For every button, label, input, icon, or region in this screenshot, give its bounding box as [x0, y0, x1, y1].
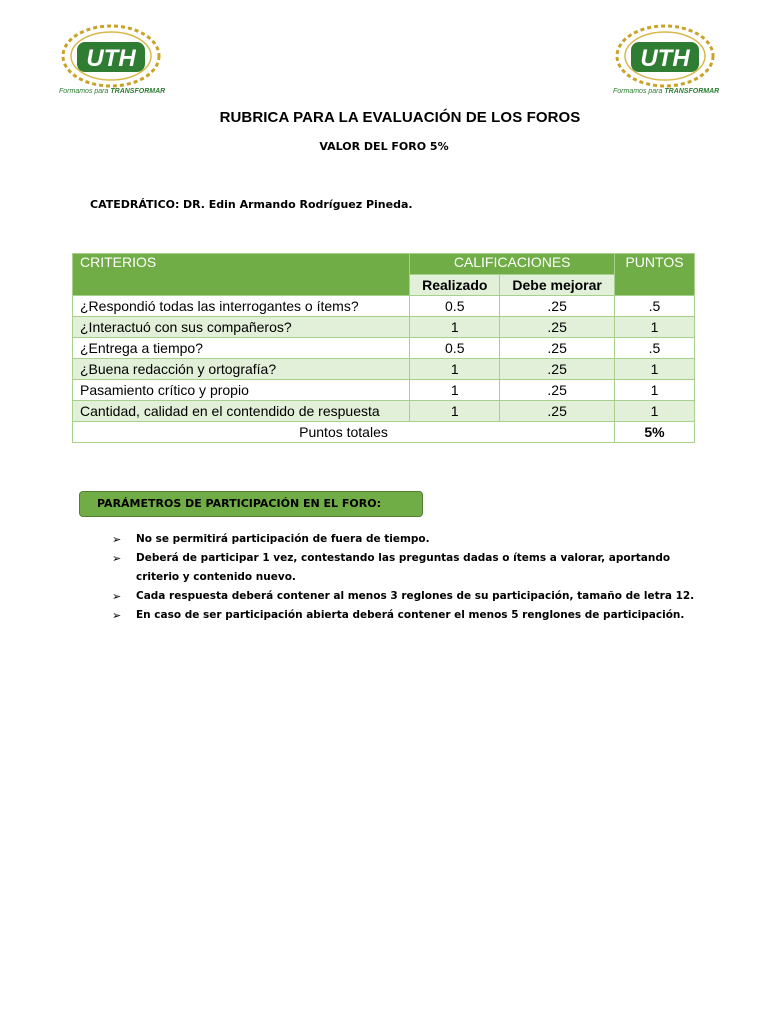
arrow-bullet-icon: ➢	[112, 590, 122, 603]
arrow-bullet-icon: ➢	[112, 609, 122, 622]
parametros-list	[112, 530, 702, 625]
puntos-cell: 1	[615, 401, 695, 422]
list-item	[112, 530, 702, 549]
slogan-emph: TRANSFORMAR	[110, 88, 166, 95]
total-label: Puntos totales	[73, 422, 615, 443]
criterio-cell: Pasamiento crítico y propio	[73, 380, 410, 401]
criterio-cell: Cantidad, calidad en el contendido de respuesta	[73, 401, 410, 422]
header-criterios: CRITERIOS	[73, 254, 410, 296]
debe-mejorar-cell: .25	[500, 380, 615, 401]
header-calificaciones: CALIFICACIONES	[410, 254, 615, 275]
realizado-cell: 1	[410, 380, 500, 401]
subheader-debe-mejorar: Debe mejorar	[500, 275, 615, 296]
list-item-text: En caso de ser participación abierta deberá contener el menos 5 renglones de participación.	[136, 609, 685, 621]
table-row	[73, 380, 695, 401]
uth-logo-left	[55, 24, 175, 100]
table-row	[73, 317, 695, 338]
list-item-text: Cada respuesta deberá contener al menos 3 reglones de su participación, tamaño de letra 12.	[136, 590, 695, 602]
page-subtitle: VALOR DEL FORO 5%	[319, 140, 449, 153]
catedratico-name: DR. Edin Armando Rodríguez Pineda.	[182, 198, 413, 211]
realizado-cell: 0.5	[410, 296, 500, 317]
catedratico-line	[90, 198, 413, 211]
parametros-heading-box	[79, 491, 423, 517]
criterio-cell: ¿Respondió todas las interrogantes o ítems?	[73, 296, 410, 317]
uth-logo-right	[609, 24, 729, 100]
realizado-cell: 1	[410, 401, 500, 422]
table-row	[73, 359, 695, 380]
list-item	[112, 587, 702, 606]
logo-slogan	[613, 88, 729, 95]
debe-mejorar-cell: .25	[500, 317, 615, 338]
list-item	[112, 549, 702, 587]
logo-text: UTH	[86, 45, 136, 72]
puntos-cell: 1	[615, 359, 695, 380]
slogan-prefix: Formamos para	[59, 88, 109, 95]
criterio-cell: ¿Buena redacción y ortografía?	[73, 359, 410, 380]
puntos-cell: .5	[615, 296, 695, 317]
arrow-bullet-icon: ➢	[112, 533, 122, 546]
puntos-cell: 1	[615, 380, 695, 401]
header-puntos: PUNTOS	[615, 254, 695, 296]
debe-mejorar-cell: .25	[500, 401, 615, 422]
list-item-text: Deberá de participar 1 vez, contestando las preguntas dadas o ítems a valorar, aportando criterio y contenido nuevo.	[136, 552, 671, 583]
debe-mejorar-cell: .25	[500, 296, 615, 317]
slogan-prefix: Formamos para	[613, 88, 663, 95]
criterio-cell: ¿Interactuó con sus compañeros?	[73, 317, 410, 338]
logo-text: UTH	[640, 45, 690, 72]
logo-slogan	[59, 88, 175, 95]
puntos-cell: .5	[615, 338, 695, 359]
slogan-emph: TRANSFORMAR	[664, 88, 720, 95]
table-row	[73, 338, 695, 359]
total-value: 5%	[615, 422, 695, 443]
parametros-title: PARÁMETROS DE PARTICIPACIÓN EN EL FORO:	[97, 497, 381, 510]
criterio-cell: ¿Entrega a tiempo?	[73, 338, 410, 359]
laurel-icon	[55, 24, 175, 90]
catedratico-label: CATEDRÁTICO:	[90, 198, 180, 211]
rubric-table	[72, 253, 695, 443]
list-item	[112, 606, 702, 625]
puntos-cell: 1	[615, 317, 695, 338]
debe-mejorar-cell: .25	[500, 338, 615, 359]
total-row	[73, 422, 695, 443]
table-row	[73, 296, 695, 317]
table-row	[73, 401, 695, 422]
realizado-cell: 0.5	[410, 338, 500, 359]
list-item-text: No se permitirá participación de fuera de tiempo.	[136, 533, 430, 545]
debe-mejorar-cell: .25	[500, 359, 615, 380]
realizado-cell: 1	[410, 359, 500, 380]
laurel-icon	[609, 24, 729, 90]
subheader-realizado: Realizado	[410, 275, 500, 296]
realizado-cell: 1	[410, 317, 500, 338]
page-title: RUBRICA PARA LA EVALUACIÓN DE LOS FOROS	[219, 109, 581, 126]
arrow-bullet-icon: ➢	[112, 552, 122, 565]
